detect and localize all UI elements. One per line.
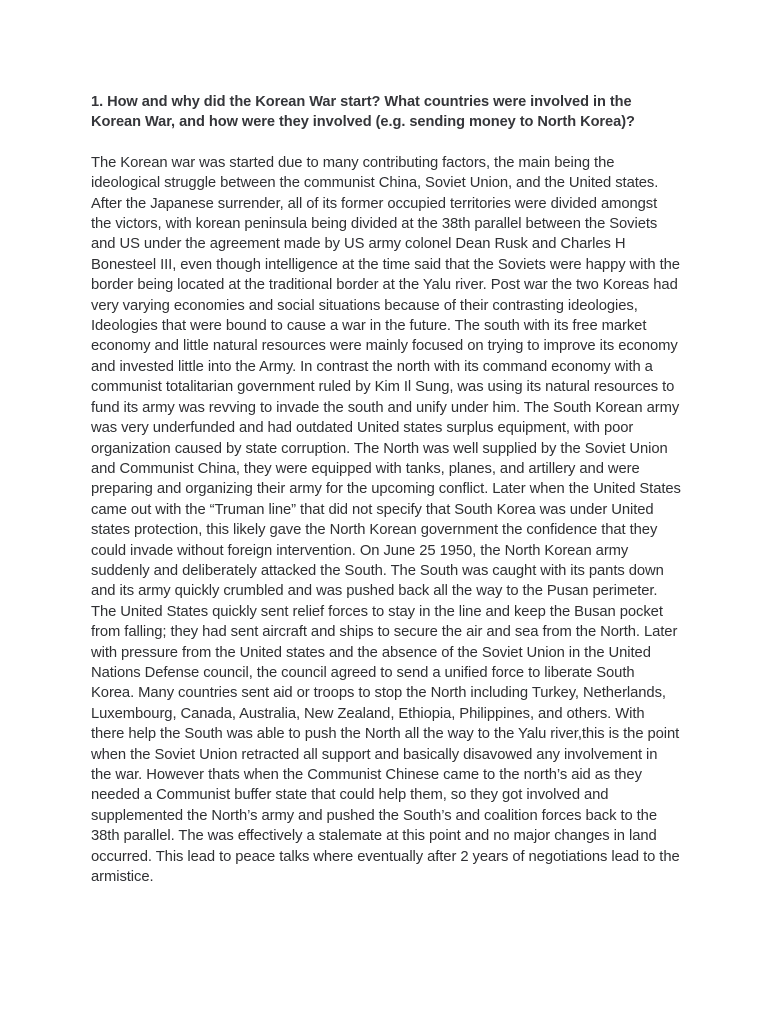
document-body	[91, 92, 681, 887]
question-heading: 1. How and why did the Korean War start? What countries were involved in the Korean War, and how were they involved (e.g. sending money to North Korea)?	[91, 94, 635, 131]
answer-paragraph: The Korean war was started due to many contributing factors, the main being the ideological struggle between the communist China, Soviet Union, and the United states. After the Japanese surrender, all of its former occupied territories were divided amongst the victors, with korean peninsula being divided at the 38th parallel between the Soviets and US under the agreement made by US army colonel Dean Rusk and Charles H Bonesteel III, even though intelligence at the time said that the Soviets were happy with the border being located at the traditional border at the Yalu river. Post war the two Koreas had very varying economies and social situations because of their contrasting ideologies, Ideologies that were bound to cause a war in the future. The south with its free market economy and little natural resources were mainly focused on trying to improve its economy and invested little into the Army. In contrast the north with its command economy with a communist totalitarian government ruled by Kim Il Sung, was using its natural resources to fund its army was revving to invade the south and unify under him. The South Korean army was very underfunded and had outdated United states surplus equipment, with poor organization caused by state corruption. The North was well supplied by the Soviet Union and Communist China, they were equipped with tanks, planes, and artillery and were preparing and organizing their army for the upcoming conflict. Later when the United States came out with the “Truman line” that did not specify that South Korea was under United states protection, this likely gave the North Korean government the confidence that they could invade without foreign intervention. On June 25 1950, the North Korean army suddenly and deliberately attacked the South. The South was caught with its pants down and its army quickly crumbled and was pushed back all the way to the Pusan perimeter. The United States quickly sent relief forces to stay in the line and keep the Busan pocket from falling; they had sent aircraft and ships to secure the air and sea from the North. Later with pressure from the United states and the absence of the Soviet Union in the United Nations Defense council, the council agreed to send a unified force to liberate South Korea. Many countries sent aid or troops to stop the North including Turkey, Netherlands, Luxembourg, Canada, Australia, New Zealand, Ethiopia, Philippines, and others. With there help the South was able to push the North all the way to the Yalu river,this is the point when the Soviet Union retracted all support and basically disavowed any involvement in the war. However thats when the Communist Chinese came to the north’s aid as they needed a Communist buffer state that could help them, so they got involved and supplemented the North’s army and pushed the South’s and coalition forces back to the 38th parallel. The was effectively a stalemate at this point and no major changes in land occurred. This lead to peace talks where eventually after 2 years of negotiations lead to the armistice.	[91, 154, 681, 886]
